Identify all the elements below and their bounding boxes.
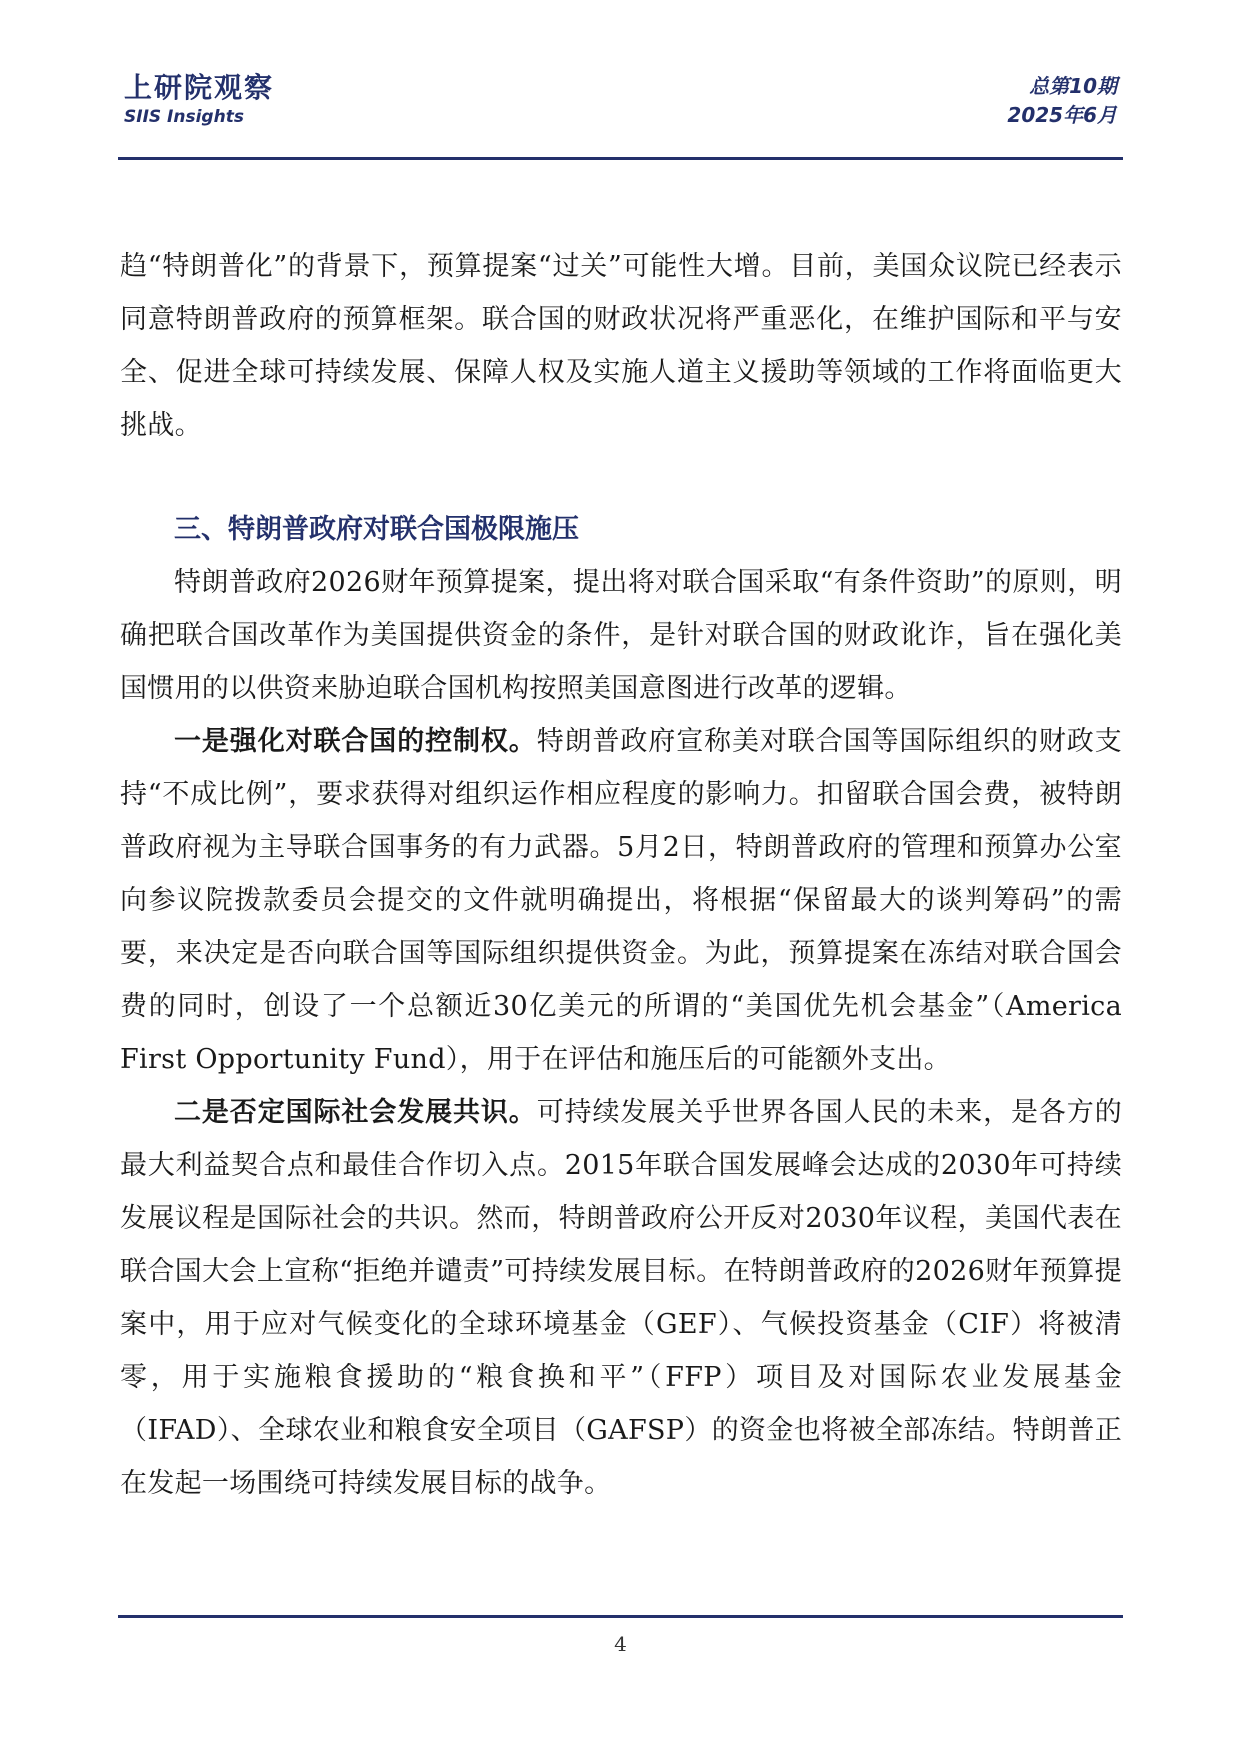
- header-issue-info: [1007, 72, 1117, 130]
- paragraph-lead-development: 二是否定国际社会发展共识。: [174, 1097, 537, 1128]
- paragraph-continuation: 趋“特朗普化”的背景下，预算提案“过关”可能性大增。目前，美国众议院已经表示同意特朗普政府的预算框架。联合国的财政状况将严重恶化，在维护国际和平与安全、促进全球可持续发展、保障人权及实施人道主义援助等领域的工作将面临更大挑战。: [120, 251, 1122, 441]
- paragraph-text-development: 可持续发展关乎世界各国人民的未来，是各方的最大利益契合点和最佳合作切入点。2015年联合国发展峰会达成的2030年可持续发展议程是国际社会的共识。然而，特朗普政府公开反对2030年议程，美国代表在联合国大会上宣称“拒绝并谴责”可持续发展目标。在特朗普政府的2026财年预算提案中，用于应对气候变化的全球环境基金（GEF）、气候投资基金（CIF）将被清零，用于实施粮食援助的“粮食换和平”（FFP）项目及对国际农业发展基金（IFAD）、全球农业和粮食安全项目（GAFSP）的资金也将被全部冻结。特朗普正在发起一场围绕可持续发展目标的战争。: [120, 1097, 1122, 1499]
- logo-english: SIIS Insights: [124, 107, 244, 127]
- paragraph-development: [120, 1086, 1122, 1510]
- header-divider: [118, 157, 1123, 160]
- paragraph-lead-control: 一是强化对联合国的控制权。: [174, 726, 537, 757]
- page-number: 4: [614, 1632, 627, 1656]
- paragraph-text-control: 特朗普政府宣称美对联合国等国际组织的财政支持“不成比例”，要求获得对组织运作相应程度的影响力。扣留联合国会费，被特朗普政府视为主导联合国事务的有力武器。5月2日，特朗普政府的管理和预算办公室向参议院拨款委员会提交的文件就明确提出，将根据“保留最大的谈判筹码”的需要，来决定是否向联合国等国际组织提供资金。为此，预算提案在冻结对联合国会费的同时，创设了一个总额近30亿美元的所谓的“美国优先机会基金”（America First Opportunity Fund），用于在评估和施压后的可能额外支出。: [120, 726, 1122, 1075]
- issue-number: 总第10期: [1029, 74, 1117, 98]
- paragraph-budget-proposal: 特朗普政府2026财年预算提案，提出将对联合国采取“有条件资助”的原则，明确把联合国改革作为美国提供资金的条件，是针对联合国的财政讹诈，旨在强化美国惯用的以供资来胁迫联合国机构按照美国意图进行改革的逻辑。: [120, 567, 1122, 704]
- header-logo: [124, 72, 274, 128]
- logo-chinese: 上研院观察: [124, 71, 275, 104]
- issue-date: 2025年6月: [1007, 103, 1117, 127]
- footer-divider: [118, 1615, 1123, 1618]
- section-heading: 三、特朗普政府对联合国极限施压: [174, 514, 579, 545]
- paragraph-control: [120, 715, 1122, 1086]
- article-body: [120, 240, 1122, 1510]
